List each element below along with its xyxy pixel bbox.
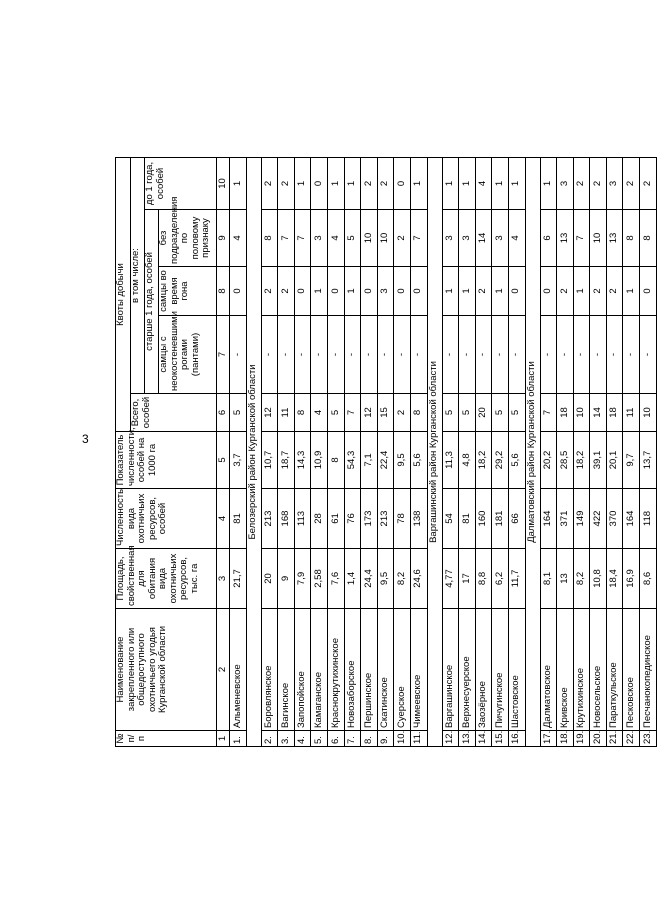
males-rut-quota: 0 bbox=[327, 267, 344, 316]
no-sex-quota: 7 bbox=[410, 210, 427, 267]
hunting-ground-name: Суерское bbox=[394, 609, 411, 731]
row-number: 9. bbox=[377, 731, 394, 747]
district-header-row bbox=[525, 158, 540, 747]
row-number: 5. bbox=[311, 731, 328, 747]
row-number: 21. bbox=[606, 731, 623, 747]
table-row bbox=[540, 158, 557, 747]
population-value: 118 bbox=[640, 489, 657, 549]
population-value: 149 bbox=[573, 489, 590, 549]
hunting-ground-name: Заозёрное bbox=[475, 609, 492, 731]
density-value: 18,2 bbox=[573, 432, 590, 489]
density-value: 20,2 bbox=[540, 432, 557, 489]
males-rut-quota: 0 bbox=[294, 267, 311, 316]
males-rut-quota: 0 bbox=[410, 267, 427, 316]
males-antlers-quota: - bbox=[640, 316, 657, 394]
area-value: 7,6 bbox=[327, 549, 344, 609]
table-body bbox=[230, 158, 657, 747]
males-antlers-quota: - bbox=[344, 316, 361, 394]
density-value: 9,7 bbox=[623, 432, 640, 489]
table-row bbox=[475, 158, 492, 747]
density-value: 10,9 bbox=[311, 432, 328, 489]
row-number: 11. bbox=[410, 731, 427, 747]
hunting-ground-name: Верхнесуерское bbox=[459, 609, 476, 731]
no-sex-quota: 13 bbox=[606, 210, 623, 267]
density-value: 18,7 bbox=[278, 432, 295, 489]
population-value: 81 bbox=[230, 489, 247, 549]
density-value: 10,7 bbox=[261, 432, 278, 489]
hunting-ground-name: Крутихинское bbox=[573, 609, 590, 731]
population-value: 164 bbox=[540, 489, 557, 549]
total-quota: 5 bbox=[230, 394, 247, 432]
area-value: 17 bbox=[459, 549, 476, 609]
area-value: 18,4 bbox=[606, 549, 623, 609]
no-sex-quota: 10 bbox=[361, 210, 378, 267]
column-number-cell: 5 bbox=[217, 432, 230, 489]
area-value: 9,5 bbox=[377, 549, 394, 609]
hunting-ground-name: Скатинское bbox=[377, 609, 394, 731]
table-row bbox=[344, 158, 361, 747]
total-quota: 5 bbox=[327, 394, 344, 432]
no-sex-quota: 8 bbox=[623, 210, 640, 267]
area-value: 8,2 bbox=[573, 549, 590, 609]
column-number-cell: 1 bbox=[217, 731, 230, 747]
population-value: 213 bbox=[261, 489, 278, 549]
population-value: 54 bbox=[442, 489, 459, 549]
males-antlers-quota: - bbox=[590, 316, 607, 394]
males-rut-quota: 2 bbox=[261, 267, 278, 316]
header-under-1-year: до 1 года, особей bbox=[145, 158, 217, 210]
males-rut-quota: 1 bbox=[344, 267, 361, 316]
column-number-cell: 6 bbox=[217, 394, 230, 432]
row-number: 2. bbox=[261, 731, 278, 747]
total-quota: 8 bbox=[294, 394, 311, 432]
table-row bbox=[327, 158, 344, 747]
hunting-ground-name: Далматовское bbox=[540, 609, 557, 731]
header-including: в том числе: bbox=[131, 158, 145, 394]
density-value: 11,3 bbox=[442, 432, 459, 489]
hunting-ground-name: Запопойское bbox=[294, 609, 311, 731]
males-rut-quota: 1 bbox=[623, 267, 640, 316]
males-antlers-quota: - bbox=[294, 316, 311, 394]
males-antlers-quota: - bbox=[410, 316, 427, 394]
area-value: 8,6 bbox=[640, 549, 657, 609]
table-row bbox=[459, 158, 476, 747]
table-row bbox=[261, 158, 278, 747]
under-1-year-quota: 2 bbox=[361, 158, 378, 210]
population-value: 213 bbox=[377, 489, 394, 549]
density-value: 5,6 bbox=[508, 432, 525, 489]
no-sex-quota: 2 bbox=[394, 210, 411, 267]
total-quota: 8 bbox=[410, 394, 427, 432]
no-sex-quota: 3 bbox=[492, 210, 509, 267]
area-value: 9 bbox=[278, 549, 295, 609]
under-1-year-quota: 1 bbox=[459, 158, 476, 210]
total-quota: 18 bbox=[606, 394, 623, 432]
males-rut-quota: 1 bbox=[492, 267, 509, 316]
under-1-year-quota: 2 bbox=[573, 158, 590, 210]
column-number-cell: 4 bbox=[217, 489, 230, 549]
population-value: 168 bbox=[278, 489, 295, 549]
total-quota: 7 bbox=[344, 394, 361, 432]
row-number: 13. bbox=[459, 731, 476, 747]
males-rut-quota: 0 bbox=[361, 267, 378, 316]
hunting-ground-name: Варгашинское bbox=[442, 609, 459, 731]
table-row bbox=[394, 158, 411, 747]
column-numbers-row bbox=[217, 158, 230, 747]
table-row bbox=[623, 158, 640, 747]
population-value: 138 bbox=[410, 489, 427, 549]
area-value: 2,58 bbox=[311, 549, 328, 609]
density-value: 14,3 bbox=[294, 432, 311, 489]
under-1-year-quota: 1 bbox=[327, 158, 344, 210]
area-value: 11,7 bbox=[508, 549, 525, 609]
density-value: 18,2 bbox=[475, 432, 492, 489]
under-1-year-quota: 0 bbox=[394, 158, 411, 210]
quota-table-frame bbox=[115, 158, 653, 747]
no-sex-quota: 3 bbox=[311, 210, 328, 267]
table-row bbox=[230, 158, 247, 747]
area-value: 24,6 bbox=[410, 549, 427, 609]
district-header-row bbox=[427, 158, 442, 747]
density-value: 28,5 bbox=[557, 432, 574, 489]
no-sex-quota: 10 bbox=[590, 210, 607, 267]
row-number: 10. bbox=[394, 731, 411, 747]
table-row bbox=[557, 158, 574, 747]
total-quota: 7 bbox=[540, 394, 557, 432]
population-value: 78 bbox=[394, 489, 411, 549]
total-quota: 5 bbox=[442, 394, 459, 432]
row-number: 19. bbox=[573, 731, 590, 747]
row-number: 18. bbox=[557, 731, 574, 747]
header-older-than-1-year: старше 1 года, особей bbox=[145, 210, 159, 394]
total-quota: 14 bbox=[590, 394, 607, 432]
no-sex-quota: 14 bbox=[475, 210, 492, 267]
density-value: 22,4 bbox=[377, 432, 394, 489]
density-value: 9,5 bbox=[394, 432, 411, 489]
density-value: 29,2 bbox=[492, 432, 509, 489]
males-rut-quota: 1 bbox=[311, 267, 328, 316]
row-number: 8. bbox=[361, 731, 378, 747]
header-males-antlers: самцы с неокостеневшими рогами (пантами) bbox=[159, 316, 217, 394]
table-row bbox=[311, 158, 328, 747]
males-rut-quota: 2 bbox=[590, 267, 607, 316]
males-antlers-quota: - bbox=[475, 316, 492, 394]
males-rut-quota: 2 bbox=[557, 267, 574, 316]
rotated-table-container bbox=[115, 158, 653, 747]
area-value: 1,4 bbox=[344, 549, 361, 609]
area-value: 21,7 bbox=[230, 549, 247, 609]
area-value: 4,77 bbox=[442, 549, 459, 609]
area-value: 6,2 bbox=[492, 549, 509, 609]
area-value: 16,9 bbox=[623, 549, 640, 609]
area-value: 10,8 bbox=[590, 549, 607, 609]
row-number: 12. bbox=[442, 731, 459, 747]
header-density: Показатель численности, особей на 1000 га bbox=[116, 432, 217, 489]
column-number-cell: 8 bbox=[217, 267, 230, 316]
area-value: 20 bbox=[261, 549, 278, 609]
under-1-year-quota: 1 bbox=[294, 158, 311, 210]
hunting-ground-name: Шастовское bbox=[508, 609, 525, 731]
males-rut-quota: 0 bbox=[508, 267, 525, 316]
no-sex-quota: 10 bbox=[377, 210, 394, 267]
density-value: 39,1 bbox=[590, 432, 607, 489]
males-antlers-quota: - bbox=[311, 316, 328, 394]
table-row bbox=[640, 158, 657, 747]
hunting-ground-name: Боровлянское bbox=[261, 609, 278, 731]
table-row bbox=[361, 158, 378, 747]
hunting-ground-name: Песковское bbox=[623, 609, 640, 731]
no-sex-quota: 3 bbox=[459, 210, 476, 267]
no-sex-quota: 5 bbox=[344, 210, 361, 267]
under-1-year-quota: 2 bbox=[377, 158, 394, 210]
no-sex-quota: 8 bbox=[261, 210, 278, 267]
population-value: 66 bbox=[508, 489, 525, 549]
header-num: № п/п bbox=[116, 731, 217, 747]
district-name: Далматовский район Курганской области bbox=[525, 158, 540, 747]
hunting-ground-name: Чимеевское bbox=[410, 609, 427, 731]
table-row bbox=[294, 158, 311, 747]
males-antlers-quota: - bbox=[278, 316, 295, 394]
under-1-year-quota: 2 bbox=[261, 158, 278, 210]
density-value: 54,3 bbox=[344, 432, 361, 489]
hunting-ground-name: Першинское bbox=[361, 609, 378, 731]
under-1-year-quota: 3 bbox=[606, 158, 623, 210]
population-value: 181 bbox=[492, 489, 509, 549]
males-rut-quota: 3 bbox=[377, 267, 394, 316]
no-sex-quota: 6 bbox=[540, 210, 557, 267]
population-value: 113 bbox=[294, 489, 311, 549]
under-1-year-quota: 2 bbox=[590, 158, 607, 210]
hunting-ground-name: Новозаборское bbox=[344, 609, 361, 731]
males-antlers-quota: - bbox=[606, 316, 623, 394]
no-sex-quota: 7 bbox=[573, 210, 590, 267]
total-quota: 12 bbox=[261, 394, 278, 432]
hunting-ground-name: Кривское bbox=[557, 609, 574, 731]
population-value: 28 bbox=[311, 489, 328, 549]
population-value: 76 bbox=[344, 489, 361, 549]
under-1-year-quota: 0 bbox=[311, 158, 328, 210]
density-value: 20,1 bbox=[606, 432, 623, 489]
population-value: 173 bbox=[361, 489, 378, 549]
table-row bbox=[492, 158, 509, 747]
total-quota: 18 bbox=[557, 394, 574, 432]
area-value: 8,2 bbox=[394, 549, 411, 609]
area-value: 8,1 bbox=[540, 549, 557, 609]
no-sex-quota: 7 bbox=[294, 210, 311, 267]
hunting-ground-name: Камаганское bbox=[311, 609, 328, 731]
density-value: 5,6 bbox=[410, 432, 427, 489]
density-value: 8 bbox=[327, 432, 344, 489]
males-rut-quota: 2 bbox=[278, 267, 295, 316]
no-sex-quota: 8 bbox=[640, 210, 657, 267]
table-row bbox=[606, 158, 623, 747]
header-hunting-ground-name: Наименование закрепленного или общедоступного охотничьего угодья Курганской области bbox=[116, 609, 217, 731]
males-rut-quota: 1 bbox=[442, 267, 459, 316]
males-rut-quota: 1 bbox=[459, 267, 476, 316]
no-sex-quota: 3 bbox=[442, 210, 459, 267]
males-antlers-quota: - bbox=[492, 316, 509, 394]
district-header-row bbox=[246, 158, 261, 747]
district-name: Варгашинский район Курганской области bbox=[427, 158, 442, 747]
males-rut-quota: 0 bbox=[394, 267, 411, 316]
under-1-year-quota: 1 bbox=[230, 158, 247, 210]
row-number: 20. bbox=[590, 731, 607, 747]
header-total: Всего, особей bbox=[131, 394, 217, 432]
row-number: 14. bbox=[475, 731, 492, 747]
row-number: 3. bbox=[278, 731, 295, 747]
under-1-year-quota: 1 bbox=[508, 158, 525, 210]
total-quota: 12 bbox=[361, 394, 378, 432]
total-quota: 15 bbox=[377, 394, 394, 432]
hunting-ground-name: Альменевское bbox=[230, 609, 247, 731]
males-rut-quota: 0 bbox=[230, 267, 247, 316]
density-value: 13,7 bbox=[640, 432, 657, 489]
males-antlers-quota: - bbox=[459, 316, 476, 394]
under-1-year-quota: 3 bbox=[557, 158, 574, 210]
density-value: 7,1 bbox=[361, 432, 378, 489]
hunting-quota-table bbox=[115, 157, 657, 747]
males-antlers-quota: - bbox=[540, 316, 557, 394]
population-value: 422 bbox=[590, 489, 607, 549]
column-number-cell: 3 bbox=[217, 549, 230, 609]
area-value: 8,8 bbox=[475, 549, 492, 609]
population-value: 81 bbox=[459, 489, 476, 549]
under-1-year-quota: 1 bbox=[410, 158, 427, 210]
column-number-cell: 10 bbox=[217, 158, 230, 210]
males-rut-quota: 2 bbox=[475, 267, 492, 316]
males-rut-quota: 0 bbox=[640, 267, 657, 316]
row-number: 22. bbox=[623, 731, 640, 747]
total-quota: 5 bbox=[492, 394, 509, 432]
row-number: 15. bbox=[492, 731, 509, 747]
hunting-ground-name: Вагинское bbox=[278, 609, 295, 731]
table-row bbox=[410, 158, 427, 747]
no-sex-quota: 4 bbox=[230, 210, 247, 267]
hunting-ground-name: Новосельское bbox=[590, 609, 607, 731]
total-quota: 11 bbox=[623, 394, 640, 432]
no-sex-quota: 4 bbox=[327, 210, 344, 267]
under-1-year-quota: 2 bbox=[640, 158, 657, 210]
row-number: 7. bbox=[344, 731, 361, 747]
total-quota: 10 bbox=[640, 394, 657, 432]
population-value: 61 bbox=[327, 489, 344, 549]
total-quota: 5 bbox=[508, 394, 525, 432]
males-antlers-quota: - bbox=[508, 316, 525, 394]
table-row bbox=[278, 158, 295, 747]
population-value: 371 bbox=[557, 489, 574, 549]
hunting-ground-name: Песчанокопединское bbox=[640, 609, 657, 731]
under-1-year-quota: 1 bbox=[540, 158, 557, 210]
no-sex-quota: 7 bbox=[278, 210, 295, 267]
column-number-cell: 7 bbox=[217, 316, 230, 394]
males-antlers-quota: - bbox=[361, 316, 378, 394]
males-rut-quota: 0 bbox=[540, 267, 557, 316]
under-1-year-quota: 1 bbox=[442, 158, 459, 210]
column-number-cell: 9 bbox=[217, 210, 230, 267]
table-row bbox=[508, 158, 525, 747]
table-row bbox=[442, 158, 459, 747]
no-sex-quota: 4 bbox=[508, 210, 525, 267]
males-antlers-quota: - bbox=[377, 316, 394, 394]
row-number: 4. bbox=[294, 731, 311, 747]
header-area: Площадь, свойственная для обитания вида охотничьих ресурсов, тыс. га bbox=[116, 549, 217, 609]
page-number: 3 bbox=[82, 432, 89, 446]
table-row bbox=[573, 158, 590, 747]
under-1-year-quota: 1 bbox=[344, 158, 361, 210]
row-number: 6. bbox=[327, 731, 344, 747]
males-antlers-quota: - bbox=[623, 316, 640, 394]
total-quota: 2 bbox=[394, 394, 411, 432]
header-no-sex-division: без подразделения по половому признаку bbox=[159, 210, 217, 267]
no-sex-quota: 13 bbox=[557, 210, 574, 267]
area-value: 13 bbox=[557, 549, 574, 609]
males-antlers-quota: - bbox=[261, 316, 278, 394]
males-rut-quota: 2 bbox=[606, 267, 623, 316]
population-value: 164 bbox=[623, 489, 640, 549]
row-number: 17. bbox=[540, 731, 557, 747]
total-quota: 4 bbox=[311, 394, 328, 432]
males-antlers-quota: - bbox=[557, 316, 574, 394]
under-1-year-quota: 2 bbox=[623, 158, 640, 210]
density-value: 4,8 bbox=[459, 432, 476, 489]
population-value: 370 bbox=[606, 489, 623, 549]
males-rut-quota: 1 bbox=[573, 267, 590, 316]
area-value: 24,4 bbox=[361, 549, 378, 609]
header-population: Численность вида охотничьих ресурсов, особей bbox=[116, 489, 217, 549]
row-number: 1. bbox=[230, 731, 247, 747]
row-number: 16. bbox=[508, 731, 525, 747]
total-quota: 20 bbox=[475, 394, 492, 432]
males-antlers-quota: - bbox=[394, 316, 411, 394]
males-antlers-quota: - bbox=[442, 316, 459, 394]
under-1-year-quota: 2 bbox=[278, 158, 295, 210]
district-name: Белозерский район Курганской области bbox=[246, 158, 261, 747]
total-quota: 10 bbox=[573, 394, 590, 432]
hunting-ground-name: Параткульское bbox=[606, 609, 623, 731]
males-antlers-quota: - bbox=[230, 316, 247, 394]
males-antlers-quota: - bbox=[327, 316, 344, 394]
hunting-ground-name: Краснокрутихинское bbox=[327, 609, 344, 731]
area-value: 7,9 bbox=[294, 549, 311, 609]
column-number-cell: 2 bbox=[217, 609, 230, 731]
row-number: 23. bbox=[640, 731, 657, 747]
density-value: 3,7 bbox=[230, 432, 247, 489]
under-1-year-quota: 1 bbox=[492, 158, 509, 210]
under-1-year-quota: 4 bbox=[475, 158, 492, 210]
hunting-ground-name: Пичугинское bbox=[492, 609, 509, 731]
table-row bbox=[377, 158, 394, 747]
header-quotas: Квоты добычи bbox=[116, 158, 131, 432]
header-males-rut: самцы во время гона bbox=[159, 267, 217, 316]
total-quota: 11 bbox=[278, 394, 295, 432]
table-row bbox=[590, 158, 607, 747]
males-antlers-quota: - bbox=[573, 316, 590, 394]
total-quota: 5 bbox=[459, 394, 476, 432]
population-value: 160 bbox=[475, 489, 492, 549]
